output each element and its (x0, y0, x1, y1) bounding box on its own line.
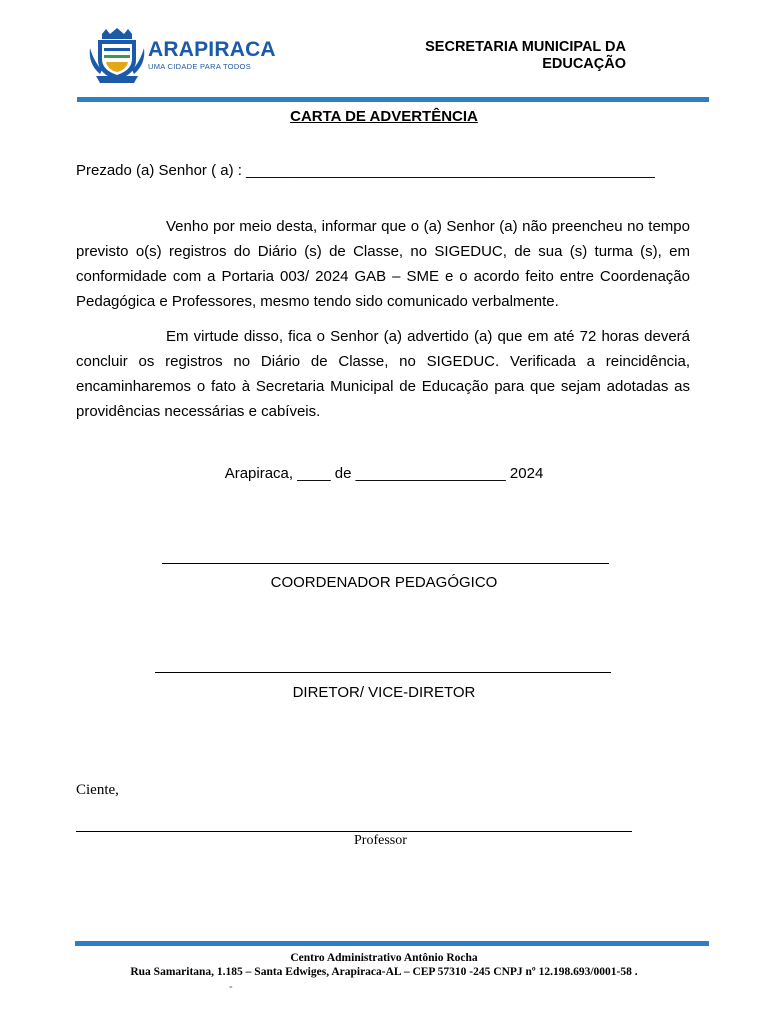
footer-address-details: Rua Samaritana, 1.185 – Santa Edwiges, Arapiraca-AL – CEP 57310 -245 CNPJ nº 12.198.693/0001-58 . (130, 966, 638, 978)
professor-label: Professor (354, 833, 407, 848)
coordinator-label: COORDENADOR PEDAGÓGICO (270, 574, 498, 591)
body-paragraph-1 (76, 214, 690, 314)
footer-divider (75, 941, 709, 946)
secretaria-line-2: EDUCAÇÃO (542, 56, 626, 72)
secretaria-heading (366, 39, 626, 73)
logo-name: ARAPIRACA (148, 38, 276, 61)
professor-signature-line (76, 831, 632, 832)
document-title: CARTA DE ADVERTÊNCIA (290, 108, 478, 125)
header-divider (77, 97, 709, 102)
body-paragraph-1-text: Venho por meio desta, informar que o (a) Senhor (a) não preencheu no tempo previsto o(s) registros do Diário (s) de Classe, no SIGEDUC, de sua (s) turma (s), em conformidade com a Portaria 003/ 2024 GAB – SME e o acordo feito entre Coordenação Pedagógica e Professores, mesmo tendo sido comunicado verbalmente. (76, 218, 690, 310)
secretaria-line-1: SECRETARIA MUNICIPAL DA (425, 39, 626, 55)
body-paragraph-2-text: Em virtude disso, fica o Senhor (a) advertido (a) que em até 72 horas deverá concluir os registros no Diário de Classe, no SIGEDUC. Verificada a reincidência, encaminharemos o fato à Secretaria Municipal de Educação para que sejam adotadas as providências necessárias e cabíveis. (76, 328, 690, 420)
arapiraca-logo (88, 28, 276, 84)
city-crest-icon (88, 28, 146, 84)
salutation-line: Prezado (a) Senhor ( a) : _________________________________________________ (76, 162, 655, 179)
footer-address-title: Centro Administrativo Antônio Rocha (290, 952, 478, 964)
footer-dash: - (229, 981, 233, 993)
coordinator-signature-line (162, 563, 609, 564)
body-paragraph-2 (76, 324, 690, 424)
ciente-label: Ciente, (76, 782, 119, 798)
director-signature-line (155, 672, 611, 673)
director-label: DIRETOR/ VICE-DIRETOR (292, 684, 476, 701)
date-line: Arapiraca, ____ de __________________ 2024 (224, 465, 544, 482)
logo-tagline: UMA CIDADE PARA TODOS (148, 62, 251, 71)
